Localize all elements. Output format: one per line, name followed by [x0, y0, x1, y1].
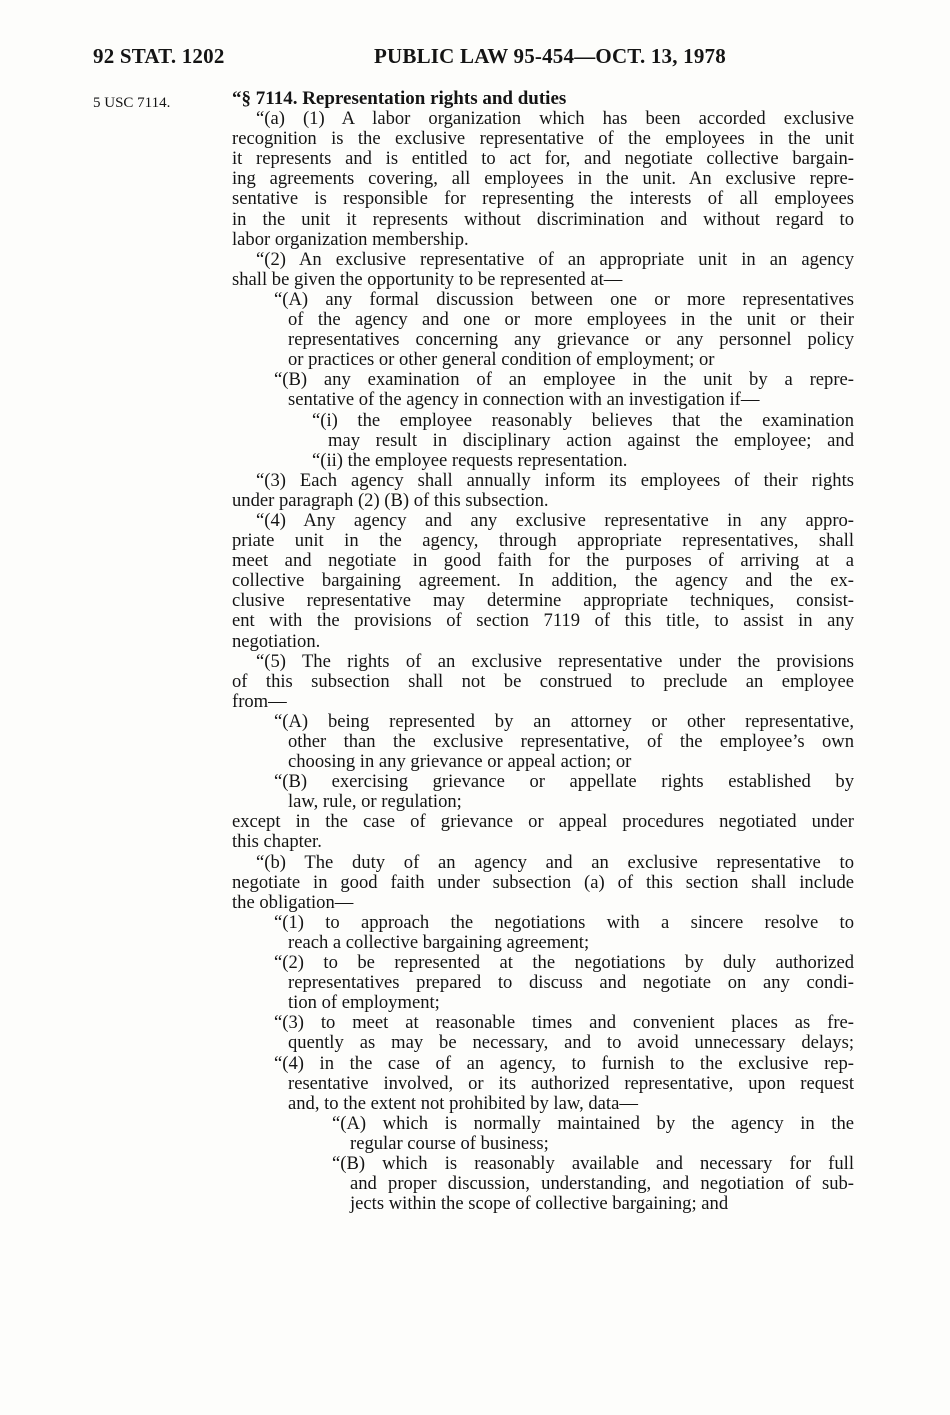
text-line: tion of employment; [288, 992, 440, 1014]
text-line: collective bargaining agreement. In addition, the agency and the ex- [232, 570, 854, 592]
statute-body [232, 89, 854, 1214]
text-line: in the unit it represents without discrimination and without regard to [232, 208, 854, 230]
text-line: “(3) to meet at reasonable times and convenient places as fre- [274, 1012, 854, 1034]
text-line: law, rule, or regulation; [288, 791, 462, 813]
text-line: choosing in any grievance or appeal action; or [288, 751, 632, 773]
text-line: “(A) which is normally maintained by the agency in the [332, 1112, 854, 1134]
text-line: recognition is the exclusive representative of the employees in the unit [232, 128, 854, 150]
text-line: “(B) any examination of an employee in the unit by a repre- [274, 369, 854, 391]
text-line: it represents and is entitled to act for, and negotiate collective bargain- [232, 148, 854, 170]
text-line: representatives prepared to discuss and negotiate on any condi- [288, 972, 854, 994]
text-line: sentative of the agency in connection with an investigation if— [288, 389, 760, 411]
text-line: “(5) The rights of an exclusive representative under the provisions [256, 650, 854, 672]
text-line: priate unit in the agency, through appropriate representatives, shall [232, 530, 854, 552]
text-line: “(A) any formal discussion between one or more representatives [274, 288, 854, 310]
text-line: “(B) exercising grievance or appellate rights established by [274, 771, 854, 793]
text-line: resentative involved, or its authorized representative, upon request [288, 1072, 854, 1094]
text-line: regular course of business; [350, 1132, 549, 1154]
text-line: and proper discussion, understanding, and negotiation of sub- [350, 1173, 854, 1195]
text-line: “(b) The duty of an agency and an exclusive representative to [256, 851, 854, 873]
text-line: shall be given the opportunity to be represented at— [232, 268, 623, 290]
text-line: labor organization membership. [232, 228, 469, 250]
text-line: ing agreements covering, all employees in the unit. An exclusive repre- [232, 168, 854, 190]
page-stat-citation: 92 STAT. 1202 [93, 44, 225, 68]
text-line: “(1) to approach the negotiations with a sincere resolve to [274, 911, 854, 933]
text-line: “(3) Each agency shall annually inform its employees of their rights [256, 469, 854, 491]
text-line: reach a collective bargaining agreement; [288, 931, 590, 953]
text-line: except in the case of grievance or appeal procedures negotiated under [232, 811, 854, 833]
text-line: of this subsection shall not be construed to preclude an employee [232, 670, 854, 692]
text-line: other than the exclusive representative, of the employee’s own [288, 731, 854, 752]
text-line: quently as may be necessary, and to avoid unnecessary delays; [288, 1032, 854, 1054]
text-line: “(4) Any agency and any exclusive representative in any appro- [256, 509, 854, 531]
text-line: meet and negotiate in good faith for the purposes of arriving at a [232, 550, 854, 572]
text-line: or practices or other general condition of employment; or [288, 349, 715, 371]
text-line: negotiate in good faith under subsection (a) of this section shall include [232, 871, 854, 893]
text-line: “(ii) the employee requests representation. [312, 449, 628, 471]
text-line: “(B) which is reasonably available and necessary for full [332, 1152, 854, 1174]
text-line: “(4) in the case of an agency, to furnish to the exclusive rep- [274, 1052, 854, 1074]
text-line: may result in disciplinary action against the employee; and [328, 429, 854, 451]
text-line: sentative is responsible for representing the interests of all employees [232, 188, 854, 210]
text-line: this chapter. [232, 831, 322, 853]
text-line: “(2) An exclusive representative of an appropriate unit in an agency [256, 248, 854, 270]
margin-citation: 5 USC 7114. [93, 95, 171, 111]
text-line: ent with the provisions of section 7119 of this title, to assist in any [232, 610, 854, 632]
text-line: negotiation. [232, 630, 321, 652]
text-line: “(2) to be represented at the negotiations by duly authorized [274, 952, 854, 974]
text-line: from— [232, 690, 287, 712]
text-line: under paragraph (2) (B) of this subsection. [232, 489, 549, 511]
text-line: of the agency and one or more employees in the unit or their [288, 309, 854, 331]
text-line: representatives concerning any grievance or any personnel policy [288, 329, 854, 351]
running-header: PUBLIC LAW 95-454—OCT. 13, 1978 [374, 44, 726, 68]
text-line: “(A) being represented by an attorney or other representative, [274, 710, 854, 732]
text-line: and, to the extent not prohibited by law, data— [288, 1092, 638, 1114]
text-line: the obligation— [232, 891, 354, 913]
statute-text [232, 109, 854, 1214]
text-line: clusive representative may determine appropriate techniques, consist- [232, 590, 854, 612]
text-line: “(a) (1) A labor organization which has been accorded exclusive [256, 108, 854, 130]
text-line: “(i) the employee reasonably believes that the examination [312, 409, 854, 431]
section-heading: “§ 7114. Representation rights and duties [232, 88, 567, 109]
text-line: jects within the scope of collective bargaining; and [350, 1193, 729, 1215]
